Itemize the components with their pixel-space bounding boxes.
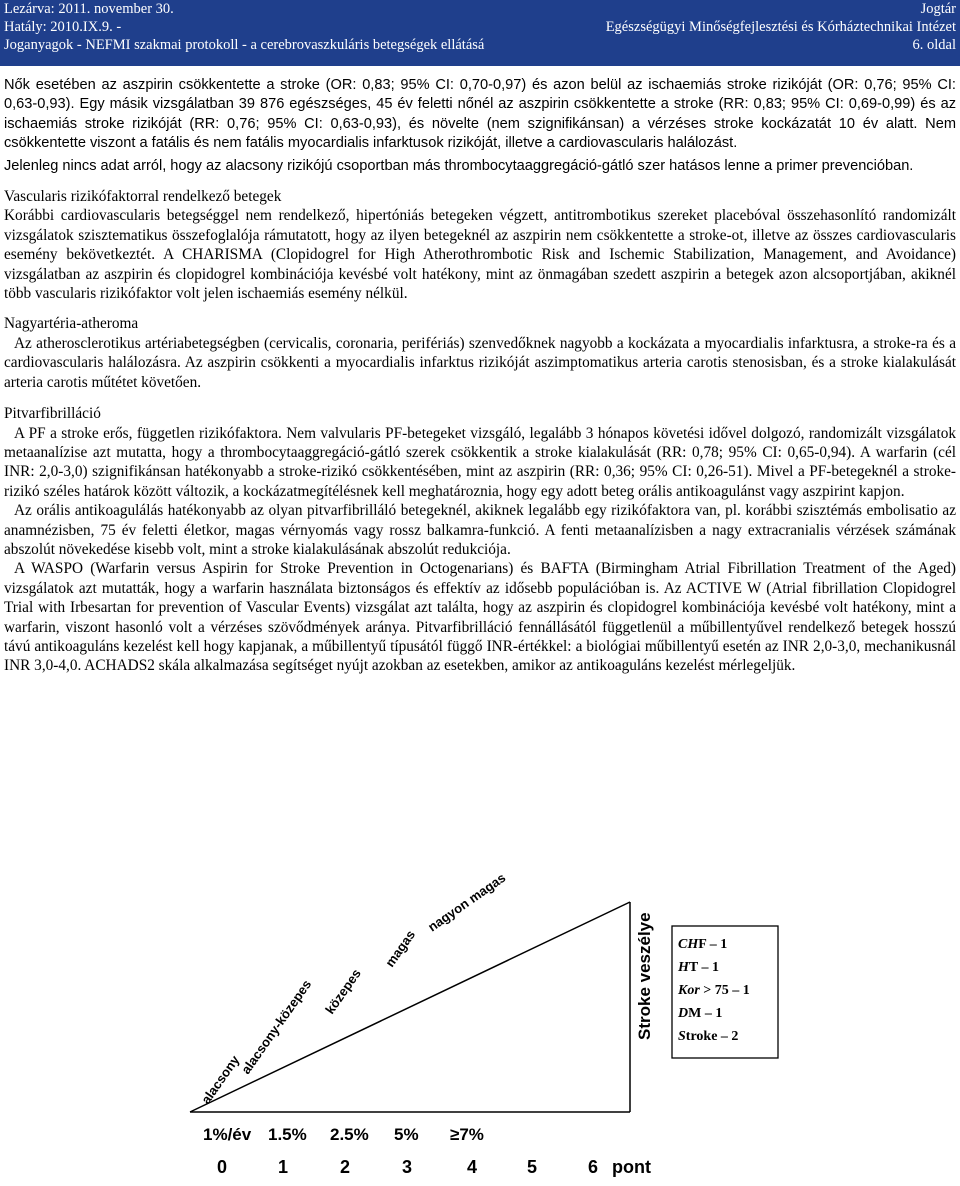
rate-label-2: 2.5% (330, 1125, 369, 1144)
institute-name: Egészségügyi Minőségfejlesztési és Kórháztechnikai Intézet (605, 19, 956, 35)
tick-label-6: 6 (588, 1157, 599, 1177)
legend-item-ht: HT – 1 (678, 960, 719, 975)
tick-label-1: 1 (278, 1157, 289, 1177)
legend-item-chf: CHF – 1 (678, 937, 728, 952)
paragraph-vascular-risk: Korábbi cardiovascularis betegséggel nem rendelkező, hipertóniás betegeken végzett, antitrombotikus szereket placebóval összehasonlító randomizált vizsgálatok szisztematikus összefoglalója rámutatott, hogy az ilyen betegeknél az aszpirin nem csökkentette a stroke-ot, illetve az összes cardiovascularis esemény bekövetkeztét. A CHARISMA (Clopidogrel for High Atherothrombotic Risk and Ischemic Stabilization, Management, and Avoidance) vizsgálatban az aszpirin és clopidogrel kombinációja kevésbé volt hatékony, mint az önmagában szedett aszpirin a betegek azon alcsoportjában, akiknél több vascularis rizikófaktor volt jelen ischaemiás esemény nélkül. (4, 207, 956, 303)
risk-label-medium: közepes (322, 966, 364, 1017)
legend-item-age: Kor > 75 – 1 (678, 983, 750, 998)
y-axis-label: Stroke veszélye (635, 912, 654, 1040)
paragraph-low-risk: Jelenleg nincs adat arról, hogy az alacsony rizikójú csoportban más thrombocytaaggregáció-gátló szer hatásos lenne a primer prevencióban. (4, 157, 914, 174)
chads2-diagram (180, 840, 780, 1181)
paragraph-af-2: Az orális antikoagulálás hatékonyabb az olyan pitvarfibrilláló betegeknél, akiknek legalább egy rizikófaktora van, pl. korábbi szisztémás embolisatio az anamnézisben, 75 év feletti életkor, magas vérnyomás vagy rossz balkamra-funkció. A fenti metaanalízisben a nagy extracranialis vérzések számának abszolút növekedése kisebb volt, mint a stroke kialakulásának abszolút redukciója. (4, 502, 956, 558)
tick-label-0: 0 (217, 1157, 228, 1177)
page-number: 6. oldal (912, 37, 956, 53)
rate-label-4: ≥7% (450, 1125, 484, 1144)
chads2-figure (180, 840, 780, 1181)
tick-label-2: 2 (340, 1157, 351, 1177)
rate-label-1: 1.5% (268, 1125, 307, 1144)
paragraph-af-1: A PF a stroke erős, független rizikófaktora. Nem valvularis PF-betegeket vizsgáló, legalább 3 hónapos követési idővel dolgozó, randomizált vizsgálatok metaanalízise azt mutatta, hogy a thrombocytaaggregáció-gátló szerek csökkentik a stroke kialakulását (RR: 0,78; 95% CI: 0,65-0,94). A warfarin (cél INR: 2,0-3,0) szignifikánsan hatékonyabb a stroke-rizikó csökkentésében, mint az aszpirin (RR: 0,36; 95% CI: 0,26-51). Mivel a PF-betegeknél a stroke-rizikó széles határok között változik, a kockázatmegítélésnek kell meghatároznia, hogy egy adott beteg orális antikoagulánst vagy aszpirint kapjon. (4, 424, 956, 500)
tick-label-5: 5 (527, 1157, 538, 1177)
risk-label-low-medium: alacsony-közepes (238, 976, 315, 1077)
risk-label-low: alacsony (198, 1052, 243, 1107)
document-body (4, 66, 956, 676)
document-header (0, 0, 960, 66)
source-name: Jogtár (920, 1, 956, 17)
heading-atrial-fibrillation: Pitvarfibrilláció (4, 405, 101, 423)
closed-date: Lezárva: 2011. november 30. (4, 1, 174, 17)
paragraph-women-aspirin: Nők esetében az aszpirin csökkentette a stroke (OR: 0,83; 95% CI: 0,70-0,97) és azon belül az ischaemiás stroke rizikóját (OR: 0,76; 95% CI: 0,63-0,93). Egy másik vizsgálatban 39 876 egészséges, 45 év feletti nőnél az aszpirin csökkentette a stroke (RR: 0,83; 95% CI: 0,69-0,99) és az ischaemiás stroke rizikóját (RR: 0,76; 95% CI: 0,63-0,93), és növelte (nem szignifikánsan) a vérzéses stroke kockázatát 10 év alatt. Nem csökkentette viszont a fatális és nem fatális myocardialis infarktusok rizikóját, illetve a cardiovascularis halálozást. (4, 77, 956, 152)
effective-date: Hatály: 2010.IX.9. - (4, 19, 122, 35)
heading-large-artery: Nagyartéria-atheroma (4, 315, 139, 333)
tick-label-3: 3 (402, 1157, 413, 1177)
rate-label-0: 1%/év (203, 1125, 252, 1144)
legend-item-stroke: Stroke – 2 (678, 1029, 739, 1044)
document-title: Joganyagok - NEFMI szakmai protokoll - a cerebrovaszkuláris betegségek ellátásá (4, 37, 485, 53)
risk-label-very-high: nagyon magas (425, 869, 509, 935)
paragraph-large-artery: Az atherosclerotikus artériabetegségben (cervicalis, coronaria, perifériás) szenvedőknek nagyobb a kockázata a myocardialis infarktusra, a stroke-ra és a cardiovascularis halálozásra. Az aszpirin csökkenti a myocardialis infarktus rizikóját aszimptomatikus arteria carotis stenosisban, és a stroke kialakulását arteria carotis műtétet követően. (4, 334, 956, 391)
tick-label-4: 4 (467, 1157, 478, 1177)
legend-item-dm: DM – 1 (678, 1006, 723, 1021)
rate-label-3: 5% (394, 1125, 419, 1144)
risk-label-high: magas (382, 927, 419, 970)
points-label: pont (612, 1157, 651, 1177)
paragraph-af-3: A WASPO (Warfarin versus Aspirin for Stroke Prevention in Octogenarians) és BAFTA (Birmingham Atrial Fibrillation Treatment of the Aged) vizsgálatok azt mutatták, hogy a warfarin használata biztonságos és effektív az idősebb populációban is. Az ACTIVE W (Atrial fibrillation Clopidogrel Trial with Irbesartan for prevention of Vascular Events) vizsgálat azt találta, hogy az aszpirin és clopidogrel kombinációja kevésbé volt hatékony, mint a warfarin, viszont hasonló volt a vérzéses szövődmények aránya. Pitvarfibrilláció fennállásától függetlenül a műbillentyűvel rendelkező betegek hosszú távú antikoaguláns kezelést kell hogy kapjanak, a műbillentyű típusától függő INR-értékkel: a biológiai műbillentyű esetén az INR 2,0-3,0, mechanikusnál INR 3,0-4,0. ACHADS2 skála alkalmazása segítséget nyújt azokban az esetekben, amikor az antikoaguláns kezelést mérlegeljük. (4, 560, 956, 675)
heading-vascular-risk: Vascularis rizikófaktorral rendelkező betegek (4, 188, 282, 206)
